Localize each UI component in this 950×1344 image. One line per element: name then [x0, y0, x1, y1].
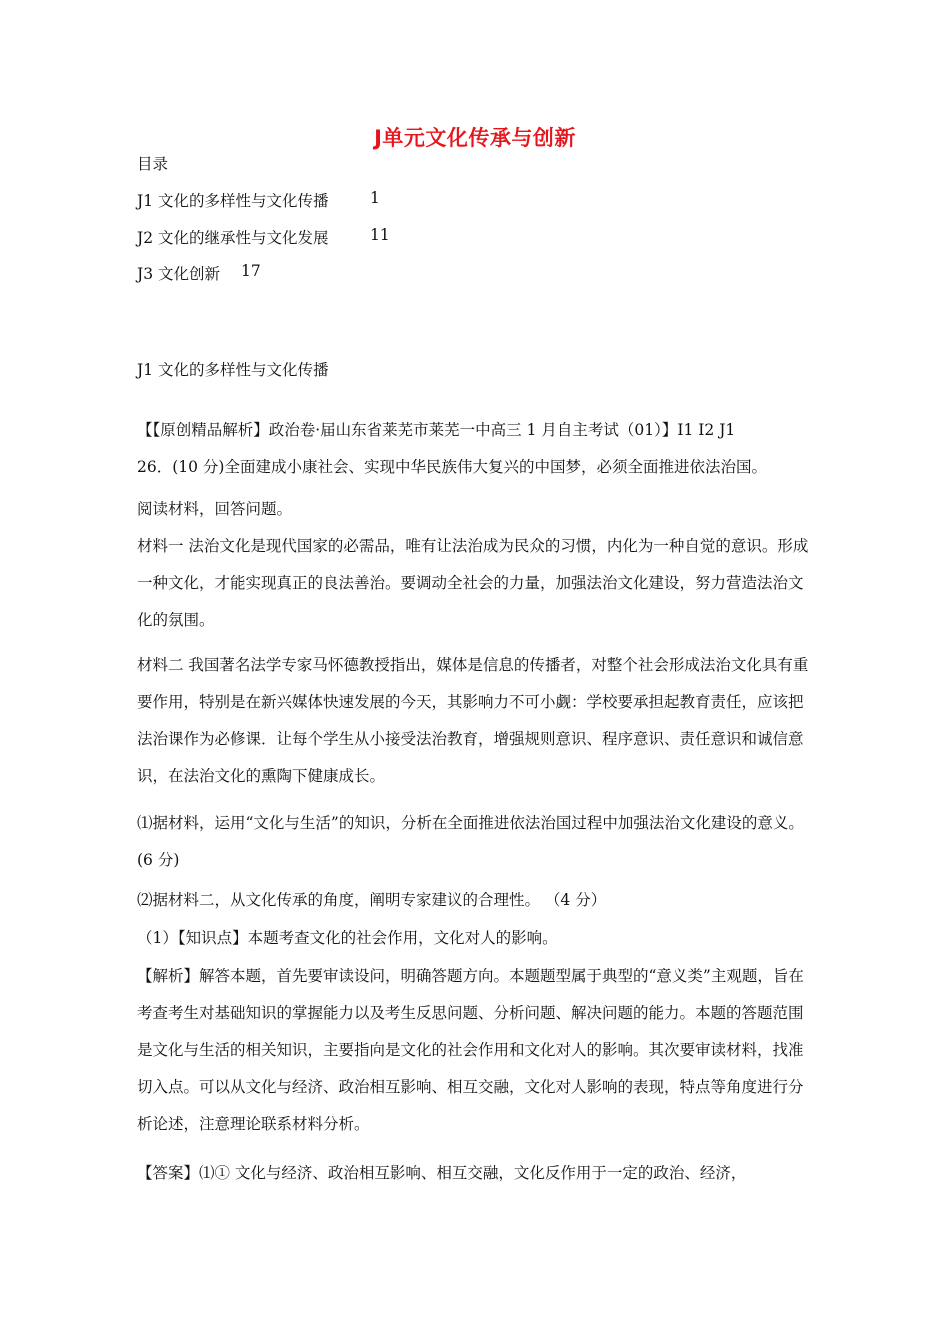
analysis: 【解析】解答本题，首先要审读设问，明确答题方向。本题题型属于典型的“意义类”主观题，旨在考查考生对基础知识的掌握能力以及考生反思问题、分析问题、解决问题的能力。本题的答题范围是文化与生活的相关知识，主要指向是文化的社会作用和文化对人的影响。其次要审读材料，找准切入点。可以从文化与经济、政治相互影响、相互交融，文化对人影响的表现，特点等角度进行分析论述，注意理论联系材料分析。: [137, 967, 804, 1133]
toc-entry: [137, 262, 261, 284]
section-heading: J1 文化的多样性与文化传播: [137, 361, 329, 379]
knowledge-point: （1）【知识点】本题考查文化的社会作用，文化对人的影响。: [137, 929, 558, 947]
toc-entry-label: J1 文化的多样性与文化传播: [137, 192, 329, 210]
toc-entry: [137, 226, 390, 248]
toc-heading: 目录: [137, 155, 169, 173]
toc-entry-label: J2 文化的继承性与文化发展: [137, 229, 329, 247]
question-1: ⑴据材料，运用“文化与生活”的知识，分析在全面推进依法治国过程中加强法治文化建设的意义。(6 分): [137, 814, 804, 869]
read-instruction: 阅读材料，回答问题。: [137, 500, 293, 518]
toc-entry-page: 17: [241, 262, 261, 280]
answer: 【答案】⑴① 文化与经济、政治相互影响、相互交融，文化反作用于一定的政治、经济，: [137, 1164, 747, 1182]
toc-entry-page: 11: [370, 226, 390, 244]
toc-entry: [137, 189, 380, 211]
toc-entry-label: J3 文化创新: [137, 265, 221, 283]
material-1: 材料一 法治文化是现代国家的必需品，唯有让法治成为民众的习惯，内化为一种自觉的意识。形成一种文化，才能实现真正的良法善治。要调动全社会的力量，加强法治文化建设，努力营造法治文化的氛围。: [137, 537, 809, 629]
toc-entry-page: 1: [370, 189, 380, 207]
material-2: 材料二 我国著名法学专家马怀德教授指出，媒体是信息的传播者，对整个社会形成法治文化具有重要作用，特别是在新兴媒体快速发展的今天，其影响力不可小觑：学校要承担起教育责任，应该把法治课作为必修课．让每个学生从小接受法治教育，增强规则意识、程序意识、责任意识和诚信意识，在法治文化的熏陶下健康成长。: [137, 656, 809, 785]
question-intro: 26．(10 分)全面建成小康社会、实现中华民族伟大复兴的中国梦，必须全面推进依法治国。: [137, 458, 767, 476]
source-line: 【【原创精品解析】政治卷·届山东省莱芜市莱芜一中高三 1 月自主考试（01）】I1 I2 J1: [137, 421, 736, 439]
document-title: J单元文化传承与创新: [374, 126, 576, 150]
question-2: ⑵据材料二，从文化传承的角度，阐明专家建议的合理性。 （4 分）: [137, 891, 607, 909]
